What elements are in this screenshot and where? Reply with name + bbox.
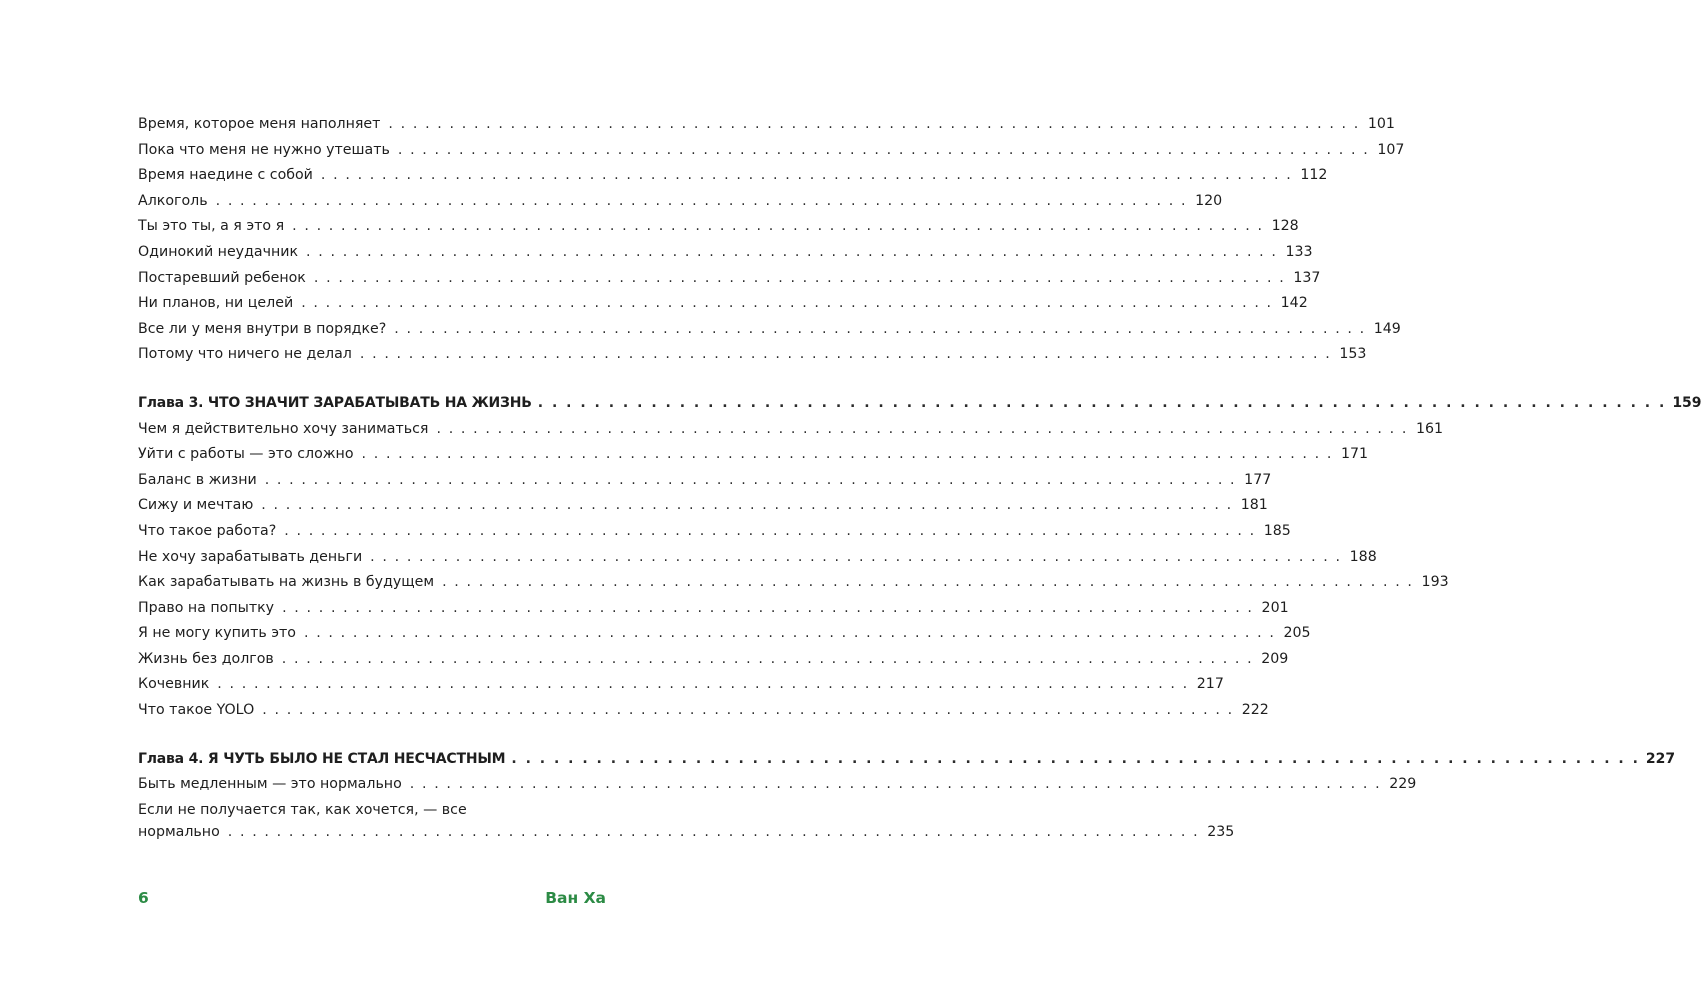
- dot-leader: . . . . . . . . . . . . . . . . . . . . . . . . . . . . . . . . . . . . . . . . . . . . . . . . . . . . . . . . . . . . . . . . . . . . . . . . . . . . . . . .: [303, 625, 1276, 642]
- dot-leader: . . . . . . . . . . . . . . . . . . . . . . . . . . . . . . . . . . . . . . . . . . . . . . . . . . . . . . . . . . . . . . . . . . . . . . . . . . . . . . . .: [227, 823, 1200, 840]
- entry-page: 177: [1244, 471, 1272, 488]
- entry-title: Сижу и мечтаю: [138, 497, 254, 514]
- toc-entry[interactable]: [138, 141, 1405, 168]
- dot-leader: . . . . . . . . . . . . . . . . . . . . . . . . . . . . . . . . . . . . . . . . . . . . . . . . . . . . . . . . . . . . . . . . . . . . . . . . . . . . . . . .: [261, 497, 1233, 514]
- entry-page: 217: [1196, 676, 1224, 693]
- dot-leader: . . . . . . . . . . . . . . . . . . . . . . . . . . . . . . . . . . . . . . . . . . . . . . . . . . . . . . . . . . . . . . . . . . . . . . . . . . . . . . . .: [313, 269, 1286, 286]
- entry-title: Потому что ничего не делал: [138, 346, 352, 363]
- dot-leader: . . . . . . . . . . . . . . . . . . . . . . . . . . . . . . . . . . . . . . . . . . . . . . . . . . . . . . . . . . . . . . . . . . . . . . . . . . . . . . . .: [217, 676, 1189, 693]
- entry-title: Ни планов, ни целей: [138, 295, 294, 312]
- entry-title: Одинокий неудачник: [138, 243, 299, 260]
- entry-title-continuation: нормально: [138, 823, 220, 840]
- entry-page: 222: [1241, 702, 1269, 719]
- entry-title: Время наедине с собой: [138, 167, 313, 184]
- chapter-title: Глава 4. Я ЧУТЬ БЫЛО НЕ СТАЛ НЕСЧАСТНЫМ: [138, 750, 506, 767]
- entry-title: Время, которое меня наполняет: [138, 116, 381, 132]
- entry-page: 101: [1367, 116, 1395, 132]
- entry-page: 185: [1263, 522, 1291, 539]
- chapter-heading[interactable]: [138, 394, 1702, 421]
- toc-entry[interactable]: [138, 650, 1289, 677]
- entry-page: 137: [1293, 269, 1321, 286]
- entry-page: 133: [1285, 243, 1313, 260]
- dot-leader: . . . . . . . . . . . . . . . . . . . . . . . . . . . . . . . . . . . . . . . . . . . . . . . . . . . . . . . . . . . . . . . . . . . . . . . . . . . . . . . .: [264, 471, 1237, 488]
- chapter-page: 227: [1645, 750, 1676, 767]
- toc-entry[interactable]: [138, 269, 1321, 296]
- dot-leader: . . . . . . . . . . . . . . . . . . . . . . . . . . . . . . . . . . . . . . . . . . . . . . . . . . . . . . . . . . . . . . . . . . . . . . . . . . . . . . . .: [292, 218, 1264, 235]
- entry-page: 209: [1261, 650, 1289, 667]
- toc-entry-multiline[interactable]: [138, 801, 1235, 850]
- entry-page: 171: [1340, 446, 1369, 463]
- entry-title: Кочевник: [138, 676, 210, 693]
- toc-entry[interactable]: [138, 574, 1449, 600]
- toc-entry[interactable]: [138, 295, 1308, 321]
- entry-title: Баланс в жизни: [138, 471, 257, 488]
- entry-title: Я не могу купить это: [138, 625, 296, 642]
- toc-entry[interactable]: [138, 420, 1444, 447]
- dot-leader: . . . . . . . . . . . . . . . . . . . . . . . . . . . . . . . . . . . . . . . . . . . . . . . . . . . . . . . . . . . . . . . . . . . . . . . . . . . . . . . .: [359, 346, 1332, 363]
- dot-leader: . . . . . . . . . . . . . . . . . . . . . . . . . . . . . . . . . . . . . . . . . . . . . . . . . . . . . . . . . . . . . . . . . . . . . . . . . . . . . . . .: [320, 167, 1293, 184]
- entry-page: 153: [1339, 346, 1367, 363]
- entry-title: Право на попытку: [138, 599, 275, 616]
- dot-leader: . . . . . . . . . . . . . . . . . . . . . . . . . . . . . . . . . . . . . . . . . . . . . . . . . . . . . . . . . . . . . . . . . . . . . . . . . . . . . . . .: [388, 116, 1360, 132]
- dot-leader: . . . . . . . . . . . . . . . . . . . . . . . . . . . . . . . . . . . . . . . . . . . . . . . . . . . . . . . . . . . . . . . . . . . . . . . . . . . . . . . .: [394, 320, 1366, 337]
- toc-entry[interactable]: [138, 243, 1313, 270]
- section-spacer: [138, 728, 606, 751]
- entry-page: 128: [1271, 218, 1299, 235]
- entry-title: Алкоголь: [138, 192, 208, 209]
- entry-page: 161: [1415, 420, 1444, 437]
- entry-title: Что такое работа?: [138, 522, 277, 539]
- toc-entry[interactable]: [138, 497, 1268, 523]
- toc-entry[interactable]: [138, 471, 1272, 498]
- toc-entry[interactable]: [138, 167, 1328, 193]
- dot-leader: . . . . . . . . . . . . . . . . . . . . . . . . . . . . . . . . . . . . . . . . . . . . . . . . . . . . . . . . . . . . . . . . . . . . . . . . . . . . . . . .: [361, 446, 1333, 463]
- toc-section: [138, 116, 1405, 372]
- chapter-heading[interactable]: [138, 750, 1676, 777]
- dot-leader: . . . . . . . . . . . . . . . . . . . . . . . . . . . . . . . . . . . . . . . . . . . . . . . . . . . . . . . . . . . . . . . . . . . . . . . . . . . . . . . .: [262, 702, 1234, 719]
- entry-title: Все ли у меня внутри в порядке?: [138, 320, 387, 337]
- entry-page: 181: [1240, 497, 1268, 514]
- entry-title-line: [138, 823, 1235, 850]
- chapter-title: Глава 3. ЧТО ЗНАЧИТ ЗАРАБАТЫВАТЬ НА ЖИЗНЬ: [138, 394, 532, 411]
- entry-title: Быть медленным — это нормально: [138, 776, 402, 793]
- toc-section: [138, 394, 1702, 728]
- entry-page: 112: [1300, 167, 1328, 184]
- entry-title: Что такое YOLO: [138, 702, 255, 719]
- toc-entry[interactable]: [138, 116, 1395, 142]
- entry-title: Жизнь без долгов: [138, 650, 274, 667]
- entry-title: Как зарабатывать на жизнь в будущем: [138, 574, 435, 591]
- entry-title: Постаревший ребенок: [138, 269, 306, 286]
- entry-title-line: [138, 802, 606, 824]
- dot-leader: . . . . . . . . . . . . . . . . . . . . . . . . . . . . . . . . . . . . . . . . . . . . . . . . . . . . . . . . . . . . . . . . . . . . . . . . . . . . . . . .: [511, 750, 1640, 767]
- section-spacer: [138, 372, 606, 395]
- toc-entry[interactable]: [138, 625, 1311, 651]
- entry-title: Уйти с работы — это сложно: [138, 446, 354, 463]
- entry-page: 107: [1377, 141, 1405, 158]
- entry-page: 142: [1280, 295, 1308, 312]
- toc-entry[interactable]: [138, 776, 1417, 802]
- entry-page: 149: [1373, 320, 1401, 337]
- toc-entry[interactable]: [138, 446, 1369, 472]
- entry-title: Пока что меня не нужно утешать: [138, 141, 390, 158]
- dot-leader: . . . . . . . . . . . . . . . . . . . . . . . . . . . . . . . . . . . . . . . . . . . . . . . . . . . . . . . . . . . . . . . . . . . . . . . . . . . . . . . .: [409, 776, 1382, 793]
- table-of-contents: [138, 116, 1702, 849]
- toc-entry[interactable]: [138, 522, 1291, 549]
- toc-entry[interactable]: [138, 218, 1299, 244]
- dot-leader: . . . . . . . . . . . . . . . . . . . . . . . . . . . . . . . . . . . . . . . . . . . . . . . . . . . . . . . . . . . . . . . . . . . . . . . . . . . . . . . .: [442, 574, 1414, 591]
- entry-page: 188: [1349, 548, 1377, 565]
- entry-page: 229: [1389, 776, 1417, 793]
- toc-entry[interactable]: [138, 599, 1289, 626]
- dot-leader: . . . . . . . . . . . . . . . . . . . . . . . . . . . . . . . . . . . . . . . . . . . . . . . . . . . . . . . . . . . . . . . . . . . . . . . . . . . . . . . .: [284, 522, 1256, 539]
- dot-leader: . . . . . . . . . . . . . . . . . . . . . . . . . . . . . . . . . . . . . . . . . . . . . . . . . . . . . . . . . . . . . . . . . . . . . . . . . . . . . . . .: [281, 650, 1254, 667]
- page-number: 6: [138, 889, 149, 907]
- dot-leader: . . . . . . . . . . . . . . . . . . . . . . . . . . . . . . . . . . . . . . . . . . . . . . . . . . . . . . . . . . . . . . . . . . . . . . . . . . . . . . . .: [215, 192, 1188, 209]
- author-name: Ван Ха: [545, 889, 606, 907]
- toc-entry[interactable]: [138, 192, 1223, 219]
- dot-leader: . . . . . . . . . . . . . . . . . . . . . . . . . . . . . . . . . . . . . . . . . . . . . . . . . . . . . . . . . . . . . . . . . . . . . . . . . . . . . . . .: [301, 295, 1273, 312]
- dot-leader: . . . . . . . . . . . . . . . . . . . . . . . . . . . . . . . . . . . . . . . . . . . . . . . . . . . . . . . . . . . . . . . . . . . . . . . . . . . . . . . .: [397, 141, 1370, 158]
- toc-entry[interactable]: [138, 676, 1224, 702]
- dot-leader: . . . . . . . . . . . . . . . . . . . . . . . . . . . . . . . . . . . . . . . . . . . . . . . . . . . . . . . . . . . . . . . . . . . . . . . . . . . . . . . .: [370, 548, 1342, 565]
- entry-title: Чем я действительно хочу заниматься: [138, 420, 429, 437]
- toc-entry[interactable]: [138, 346, 1367, 372]
- toc-entry[interactable]: [138, 320, 1401, 347]
- entry-title: Не хочу зарабатывать деньги: [138, 548, 363, 565]
- entry-title: Если не получается так, как хочется, — все: [138, 801, 467, 818]
- page-footer: [138, 889, 606, 907]
- entry-page: 193: [1421, 574, 1449, 591]
- dot-leader: . . . . . . . . . . . . . . . . . . . . . . . . . . . . . . . . . . . . . . . . . . . . . . . . . . . . . . . . . . . . . . . . . . . . . . . . . . . . . . . .: [537, 394, 1667, 411]
- entry-page: 201: [1261, 599, 1289, 616]
- toc-entry[interactable]: [138, 702, 1269, 728]
- entry-page: 235: [1207, 823, 1235, 840]
- entry-page: 205: [1283, 625, 1311, 642]
- dot-leader: . . . . . . . . . . . . . . . . . . . . . . . . . . . . . . . . . . . . . . . . . . . . . . . . . . . . . . . . . . . . . . . . . . . . . . . . . . . . . . . .: [282, 599, 1254, 616]
- dot-leader: . . . . . . . . . . . . . . . . . . . . . . . . . . . . . . . . . . . . . . . . . . . . . . . . . . . . . . . . . . . . . . . . . . . . . . . . . . . . . . . .: [306, 243, 1278, 260]
- toc-entry[interactable]: [138, 548, 1377, 575]
- entry-title: Ты это ты, а я это я: [138, 218, 285, 235]
- entry-page: 120: [1195, 192, 1223, 209]
- dot-leader: . . . . . . . . . . . . . . . . . . . . . . . . . . . . . . . . . . . . . . . . . . . . . . . . . . . . . . . . . . . . . . . . . . . . . . . . . . . . . . . .: [436, 420, 1408, 437]
- toc-section: [138, 750, 1676, 850]
- chapter-page: 159: [1672, 394, 1702, 411]
